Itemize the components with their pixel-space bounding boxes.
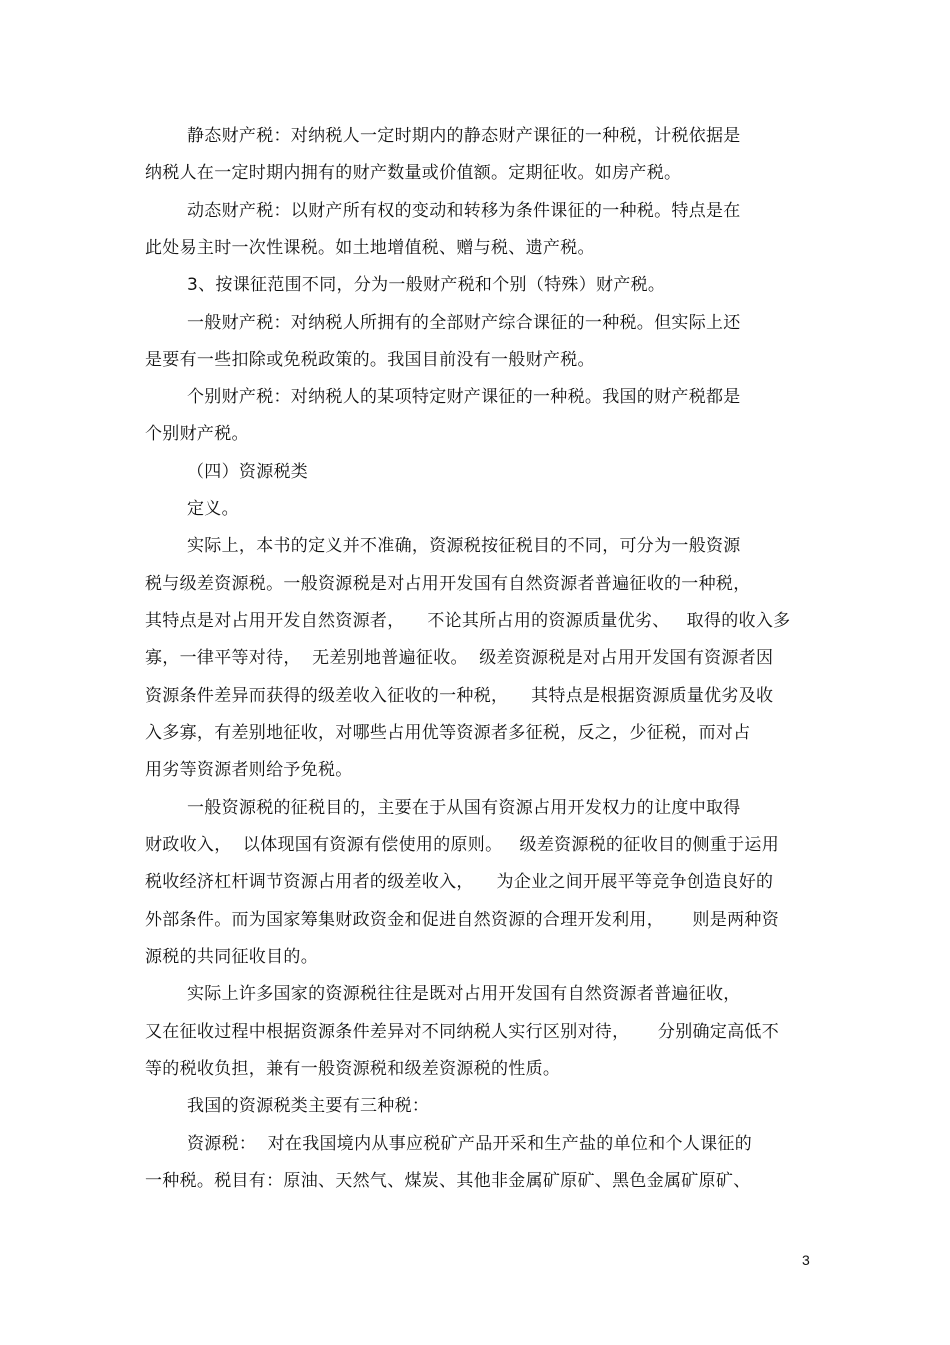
text-line: 个别财产税。 <box>145 424 249 444</box>
text-line: 等的税收负担，兼有一般资源税和级差资源税的性质。 <box>145 1059 561 1079</box>
text-line: 是要有一些扣除或免税政策的。我国目前没有一般财产税。 <box>145 350 595 370</box>
text-line: 实际上，本书的定义并不准确，资源税按征税目的不同，可分为一般资源 <box>187 536 741 556</box>
text-line: 实际上许多国家的资源税往往是既对占用开发国有自然资源者普遍征收， <box>187 984 741 1004</box>
text-line: 个别财产税：对纳税人的某项特定财产课征的一种税。我国的财产税都是 <box>187 387 741 407</box>
text-line: 3、按课征范围不同，分为一般财产税和个别（特殊）财产税。 <box>187 275 666 295</box>
text-line: 一般资源税的征税目的，主要在于从国有资源占用开发权力的让度中取得 <box>187 798 741 818</box>
text-line: 定义。 <box>187 499 239 519</box>
text-line: 源税的共同征收目的。 <box>145 947 318 967</box>
text-line: 用劣等资源者则给予免税。 <box>145 760 353 780</box>
text-line: 静态财产税：对纳税人一定时期内的静态财产课征的一种税，计税依据是 <box>187 126 741 146</box>
text-line: 此处易主时一次性课税。如土地增值税、赠与税、遗产税。 <box>145 238 595 258</box>
text-line: 资源条件差异而获得的级差收入征收的一种税， 其特点是根据资源质量优劣及收 <box>145 686 774 706</box>
text-line: 又在征收过程中根据资源条件差异对不同纳税人实行区别对待， 分别确定高低不 <box>145 1022 780 1042</box>
text-line: 其特点是对占用开发自然资源者， 不论其所占用的资源质量优劣、 取得的收入多 <box>145 611 791 631</box>
text-line: 一般财产税：对纳税人所拥有的全部财产综合课征的一种税。但实际上还 <box>187 313 741 333</box>
text-line: 纳税人在一定时期内拥有的财产数量或价值额。定期征收。如房产税。 <box>145 163 682 183</box>
text-line: 财政收入， 以体现国有资源有偿使用的原则。 级差资源税的征收目的侧重于运用 <box>145 835 780 855</box>
text-line: 税与级差资源税。一般资源税是对占用开发国有自然资源者普遍征收的一种税， <box>145 574 751 594</box>
text-line: 我国的资源税类主要有三种税： <box>187 1096 430 1116</box>
text-line: 一种税。税目有：原油、天然气、煤炭、其他非金属矿原矿、黑色金属矿原矿、 <box>145 1171 751 1191</box>
text-line: 外部条件。而为国家筹集财政资金和促进自然资源的合理开发利用， 则是两种资 <box>145 910 780 930</box>
page-number: 3 <box>802 1252 810 1268</box>
text-line: 入多寡，有差别地征收，对哪些占用优等资源者多征税，反之，少征税，而对占 <box>145 723 751 743</box>
text-line: 资源税： 对在我国境内从事应税矿产品开采和生产盐的单位和个人课征的 <box>187 1134 753 1154</box>
section-heading: （四）资源税类 <box>187 462 309 482</box>
text-line: 动态财产税：以财产所有权的变动和转移为条件课征的一种税。特点是在 <box>187 201 741 221</box>
text-line: 税收经济杠杆调节资源占用者的级差收入， 为企业之间开展平等竞争创造良好的 <box>145 872 774 892</box>
text-line: 寡，一律平等对待， 无差别地普遍征收。 级差资源税是对占用开发国有资源者因 <box>145 648 774 668</box>
